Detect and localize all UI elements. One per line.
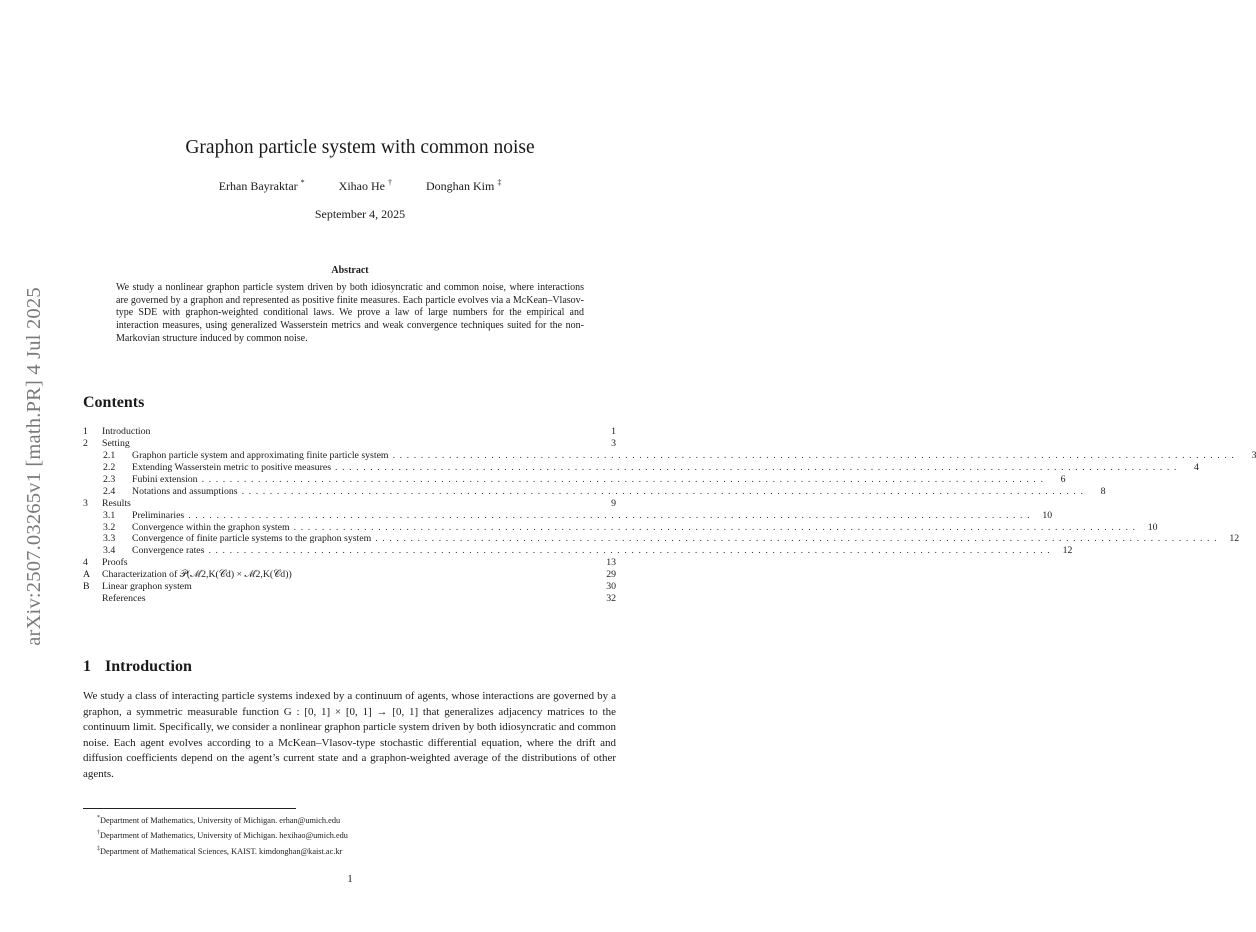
toc-entry-page[interactable]: 12 — [1062, 545, 1073, 557]
toc-entry-number: 2 — [83, 437, 88, 449]
author-name: Donghan Kim — [425, 179, 495, 193]
toc-entry[interactable] — [83, 449, 1256, 462]
toc-entry-number: 3.2 — [103, 521, 116, 533]
page-number: 1 — [347, 873, 353, 885]
toc-entry-number: 2.4 — [103, 485, 116, 497]
toc-entry-number: 2.3 — [103, 473, 116, 485]
toc-entry-title[interactable]: Convergence rates — [132, 545, 205, 557]
footnote-mark: ‡ — [97, 845, 100, 852]
toc-entry-title[interactable]: Convergence within the graphon system — [132, 521, 290, 533]
toc-entry-number: 2.2 — [103, 461, 116, 473]
toc-entry[interactable] — [83, 569, 616, 581]
author-list — [0, 178, 720, 194]
arxiv-identifier-stamp — [20, 260, 48, 672]
toc-entry-number: B — [83, 581, 90, 593]
author-affiliation-mark: * — [300, 178, 305, 187]
introduction-paragraph: We study a class of interacting particle systems indexed by a continuum of agents, whose interactions are governed by a graphon, a symmetric measurable function G : [0, 1] × [0, 1] → [0, 1] that generalizes adjacency matrices to the continuum limit. Specifically, we consider a nonlinear graphon particle system driven by both idiosyncratic and common noise. Each agent evolves according to a McKean–Vlasov-type stochastic differential equation, where the drift and diffusion coefficients depend on the agent’s current state and a graphon-weighted average of the distributions of other agents. — [83, 690, 616, 780]
author-affiliation-mark: † — [387, 178, 392, 187]
section-title: Introduction — [105, 658, 192, 675]
toc-dot-leader: ........................................................................................................................ — [375, 533, 1222, 545]
toc-entry-title[interactable]: Characterization of 𝒫(ℳ2,K(𝒞d) × ℳ2,K(𝒞d)) — [102, 569, 292, 581]
toc-entry-number: A — [83, 569, 91, 581]
toc-entry[interactable] — [83, 485, 1106, 498]
toc-entry-number: 3.1 — [103, 509, 116, 521]
author — [219, 178, 305, 194]
toc-entry-title[interactable]: References — [102, 593, 146, 605]
toc-entry[interactable] — [83, 581, 616, 593]
toc-entry-page[interactable]: 10 — [1042, 509, 1053, 521]
toc-entry-title[interactable]: Extending Wasserstein metric to positive measures — [132, 461, 332, 473]
toc-dot-leader: ........................................................................................................................ — [293, 521, 1140, 533]
toc-entry-title[interactable]: Introduction — [102, 426, 151, 437]
toc-entry-page[interactable]: 3 — [1251, 449, 1256, 461]
toc-dot-leader: ........................................................................................................................ — [208, 545, 1055, 557]
footnotes — [97, 812, 348, 858]
author — [426, 178, 501, 194]
footnote-mark: † — [97, 830, 100, 837]
toc-entry[interactable] — [83, 521, 1158, 534]
toc-entry-page[interactable]: 8 — [1100, 485, 1106, 497]
toc-dot-leader: ........................................................................................................................ — [188, 509, 1035, 521]
toc-entry-page[interactable]: 30 — [606, 581, 616, 593]
toc-entry-number: 2.1 — [103, 449, 116, 461]
footnote — [97, 827, 348, 842]
toc-entry-page[interactable]: 13 — [606, 557, 616, 569]
author-affiliation-mark: ‡ — [497, 178, 502, 187]
arxiv-identifier-text: arXiv:2507.03265v1 [math.PR] 4 Jul 2025 — [22, 286, 45, 646]
toc-dot-leader: ........................................................................................................................ — [241, 485, 1088, 497]
toc-entry[interactable] — [83, 593, 616, 605]
footnote — [97, 812, 348, 827]
toc-entry-page[interactable]: 10 — [1147, 521, 1158, 533]
toc-entry[interactable] — [83, 461, 1199, 474]
toc-entry-page[interactable]: 9 — [611, 497, 616, 509]
toc-dot-leader: ........................................................................................................................ — [201, 473, 1048, 485]
toc-entry[interactable] — [83, 509, 1053, 522]
contents-heading: Contents — [83, 394, 145, 411]
toc-entry-title[interactable]: Fubini extension — [132, 473, 198, 485]
toc-entry-title[interactable]: Preliminaries — [132, 509, 185, 521]
paper-date: September 4, 2025 — [314, 207, 406, 221]
toc-entry-page[interactable]: 29 — [606, 569, 616, 581]
toc-entry[interactable] — [83, 545, 1073, 557]
paper-title: Graphon particle system with common noise — [185, 137, 535, 158]
toc-entry-title[interactable]: Linear graphon system — [102, 581, 192, 593]
toc-entry-page[interactable]: 3 — [611, 437, 616, 449]
toc-entry-title[interactable]: Notations and assumptions — [132, 485, 238, 497]
abstract-text: We study a nonlinear graphon particle system driven by both idiosyncratic and common noise, where interactions are governed by a graphon and represented as positive finite measures. Each particle evolves via a McKean–Vlasov-type SDE with graphon-weighted conditional laws. We prove a law of large numbers for the empirical and interaction measures, using generalized Wasserstein metrics and weak convergence techniques suited for the non-Markovian structure induced by common noise. — [116, 282, 584, 344]
toc-entry-title[interactable]: Proofs — [102, 557, 128, 569]
abstract-heading: Abstract — [331, 265, 369, 276]
toc-entry-number: 3.4 — [103, 545, 116, 557]
footnote-text: Department of Mathematics, University of Michigan. erhan@umich.edu — [100, 815, 341, 825]
toc-entry-number: 1 — [83, 426, 88, 437]
toc-entry[interactable] — [83, 473, 1066, 486]
toc-entry-page[interactable]: 1 — [611, 426, 616, 437]
author-name: Erhan Bayraktar — [218, 179, 298, 193]
toc-dot-leader: ........................................................................................................................ — [392, 449, 1239, 461]
toc-entry-page[interactable]: 6 — [1060, 473, 1066, 485]
toc-entry-number: 4 — [83, 557, 88, 569]
toc-entry-page[interactable]: 4 — [1194, 461, 1199, 473]
toc-entry-page[interactable]: 12 — [1229, 533, 1240, 545]
toc-entry[interactable] — [83, 426, 616, 438]
toc-entry[interactable] — [83, 557, 616, 569]
table-of-contents — [83, 426, 1256, 605]
footnote-rule — [83, 808, 296, 809]
toc-entry-title[interactable]: Convergence of finite particle systems to the graphon system — [132, 533, 372, 545]
toc-entry-page[interactable]: 32 — [606, 593, 616, 605]
toc-entry[interactable] — [83, 533, 1240, 545]
section-number: 1 — [83, 658, 91, 675]
toc-dot-leader: ........................................................................................................................ — [335, 461, 1181, 473]
footnote-text: Department of Mathematics, University of Michigan. hexihao@umich.edu — [100, 831, 348, 841]
author-name: Xihao He — [338, 179, 385, 193]
footnote — [97, 843, 348, 858]
toc-entry-title[interactable]: Graphon particle system and approximating finite particle system — [132, 449, 389, 461]
toc-entry[interactable] — [83, 438, 616, 450]
footnote-mark: * — [97, 815, 100, 821]
toc-entry-title[interactable]: Results — [102, 497, 131, 509]
toc-entry[interactable] — [83, 498, 616, 510]
section-heading-introduction — [83, 658, 192, 676]
author — [339, 178, 392, 194]
toc-entry-title[interactable]: Setting — [102, 437, 130, 449]
toc-entry-number: 3.3 — [103, 533, 116, 545]
footnote-text: Department of Mathematical Sciences, KAIST. kimdonghan@kaist.ac.kr — [100, 846, 343, 856]
toc-entry-number: 3 — [83, 497, 88, 509]
